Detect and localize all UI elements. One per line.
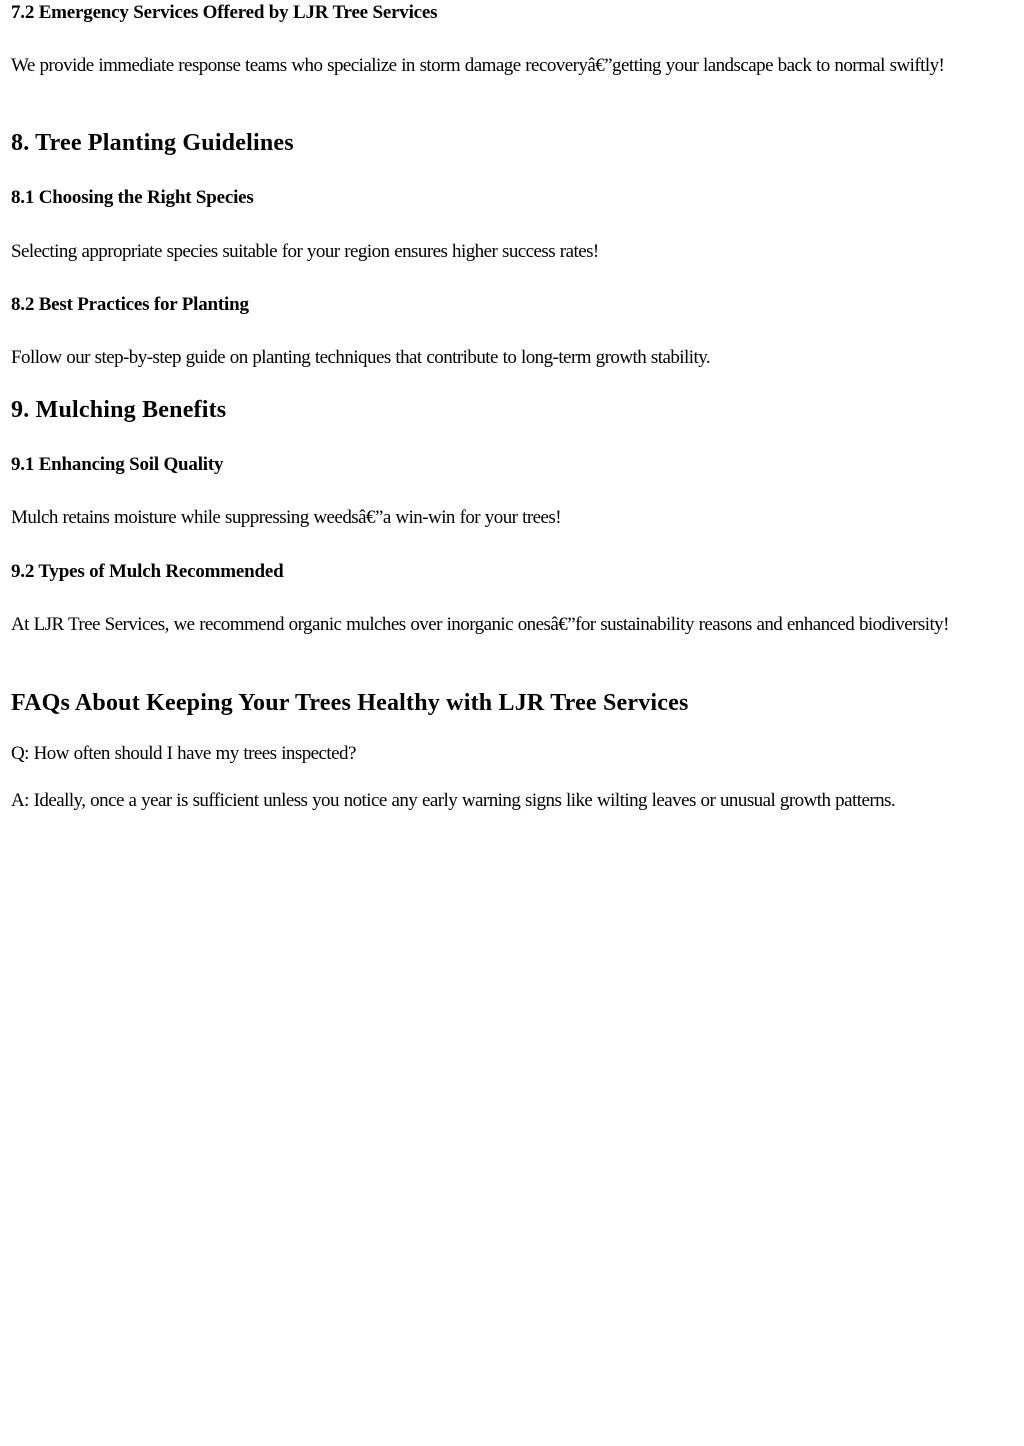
heading-8-2: 8.2 Best Practices for Planting xyxy=(11,294,249,315)
paragraph-7-2: We provide immediate response teams who specialize in storm damage recoveryâ€”getting your landscape back to normal swiftly! xyxy=(11,55,945,76)
heading-9-1: 9.1 Enhancing Soil Quality xyxy=(11,454,224,475)
paragraph-9-2: At LJR Tree Services, we recommend organic mulches over inorganic onesâ€”for sustainability reasons and enhanced biodiversity! xyxy=(11,614,949,635)
faq-answer: A: Ideally, once a year is sufficient unless you notice any early warning signs like wilting leaves or unusual growth patterns. xyxy=(11,790,896,811)
heading-9-2: 9.2 Types of Mulch Recommended xyxy=(11,561,284,582)
heading-9: 9. Mulching Benefits xyxy=(11,397,227,423)
heading-faq: FAQs About Keeping Your Trees Healthy with LJR Tree Services xyxy=(11,690,689,716)
faq-question: Q: How often should I have my trees inspected? xyxy=(11,743,356,764)
paragraph-9-1: Mulch retains moisture while suppressing weedsâ€”a win-win for your trees! xyxy=(11,507,562,528)
paragraph-8-2: Follow our step-by-step guide on planting techniques that contribute to long-term growth stability. xyxy=(11,347,711,368)
paragraph-8-1: Selecting appropriate species suitable for your region ensures higher success rates! xyxy=(11,241,599,262)
heading-8-1: 8.1 Choosing the Right Species xyxy=(11,187,254,208)
heading-7-2: 7.2 Emergency Services Offered by LJR Tree Services xyxy=(11,2,438,23)
heading-8: 8. Tree Planting Guidelines xyxy=(11,130,294,156)
